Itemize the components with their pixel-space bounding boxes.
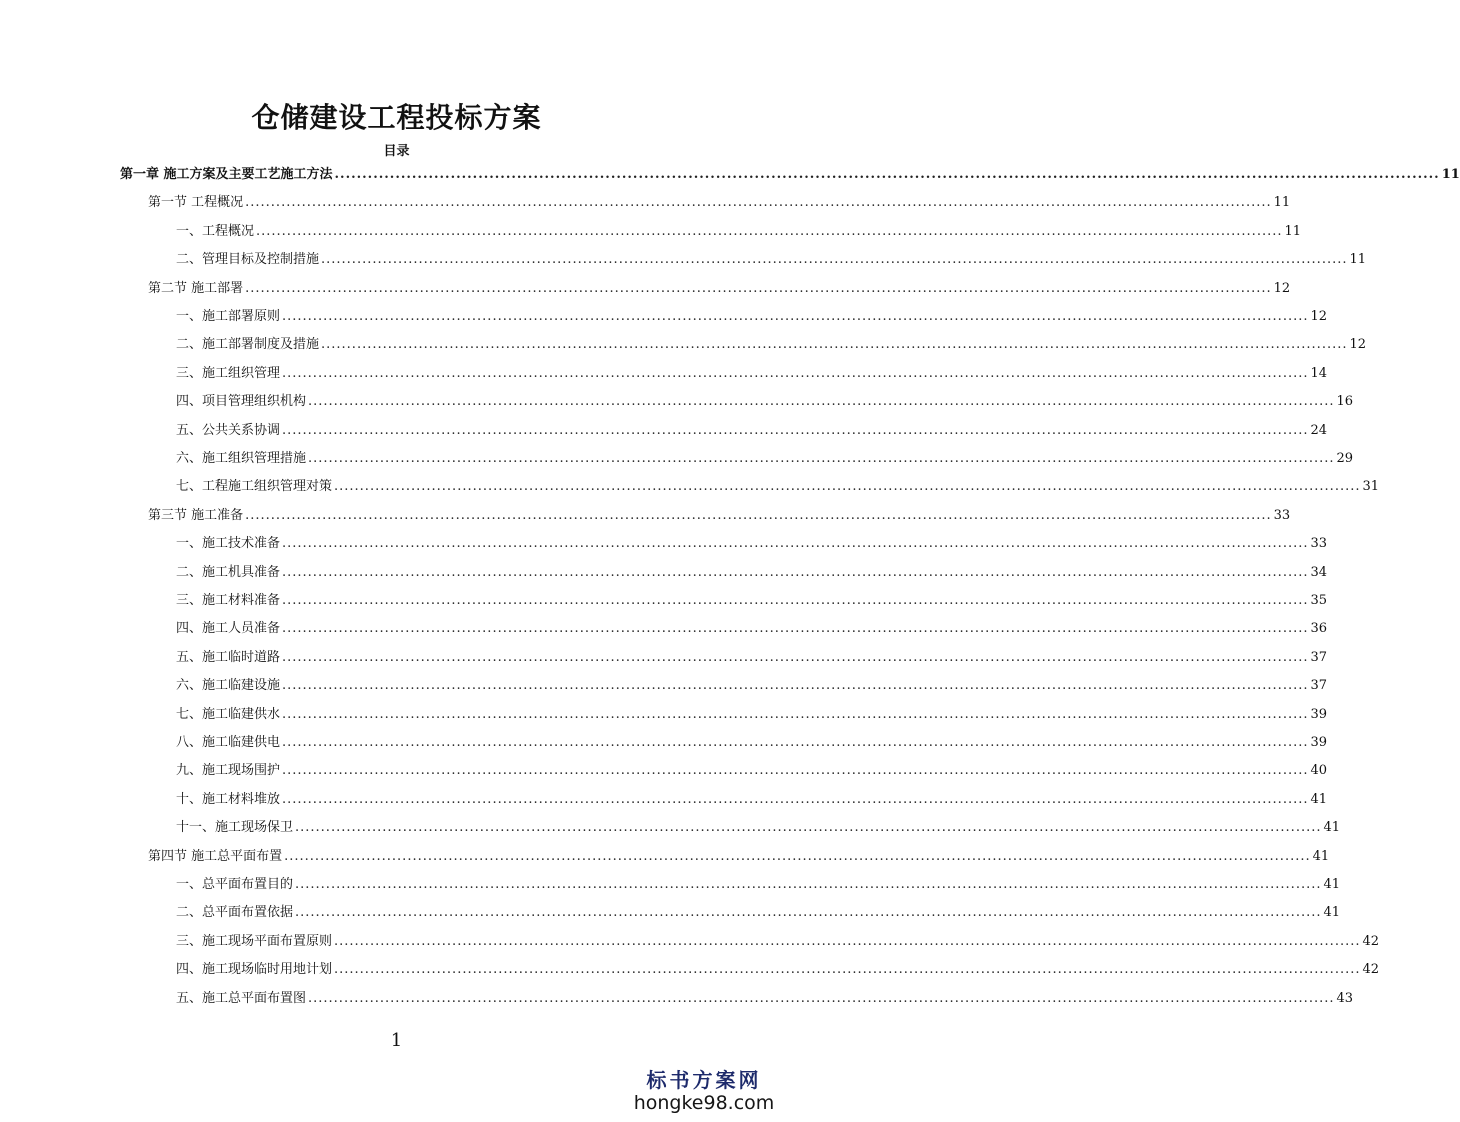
toc-entry[interactable]: [176, 392, 1354, 412]
toc-entry[interactable]: [176, 960, 1380, 980]
toc-entry[interactable]: [148, 279, 1291, 299]
document-title: 仓储建设工程投标方案: [251, 101, 542, 134]
toc-entry-label: 二、施工机具准备: [176, 564, 281, 580]
toc-leader-dots: ........................................................................................................................................................................................................: [334, 962, 1361, 978]
toc-entry-page: 41: [1310, 791, 1328, 807]
toc-entry[interactable]: [176, 705, 1328, 725]
toc-entry[interactable]: [176, 222, 1302, 242]
toc-leader-dots: ........................................................................................................................................................................................................: [282, 564, 1309, 580]
toc-entry[interactable]: [176, 534, 1328, 554]
toc-entry-label: 三、施工组织管理: [176, 365, 281, 381]
toc-entry-label: 十一、施工现场保卫: [176, 820, 294, 836]
toc-leader-dots: ........................................................................................................................................................................................................: [284, 848, 1311, 864]
toc-entry-page: 11: [1441, 167, 1460, 182]
toc-entry-page: 37: [1310, 678, 1328, 694]
toc-entry-page: 36: [1310, 621, 1328, 637]
toc-entry-label: 五、施工总平面布置图: [176, 990, 307, 1006]
watermark-url: hongke98.com: [633, 1092, 775, 1114]
toc-entry-label: 第一节 工程概况: [148, 195, 244, 211]
toc-entry[interactable]: [176, 307, 1328, 327]
toc-entry-label: 八、施工临建供电: [176, 735, 281, 750]
toc-leader-dots: ........................................................................................................................................................................................................: [245, 507, 1272, 523]
toc-entry-page: 14: [1310, 365, 1328, 381]
toc-entry-page: 41: [1323, 820, 1341, 836]
toc-entry-page: 33: [1273, 507, 1291, 523]
toc-leader-dots: ........................................................................................................................................................................................................: [282, 365, 1309, 381]
toc-entry-label: 第三节 施工准备: [148, 507, 244, 523]
toc-entry-page: 11: [1273, 195, 1291, 211]
toc-entry-page: 34: [1310, 564, 1328, 580]
toc-entry-page: 11: [1284, 223, 1302, 239]
toc-entry[interactable]: [176, 619, 1328, 639]
toc-leader-dots: ........................................................................................................................................................................................................: [334, 167, 1440, 182]
toc-entry-label: 一、总平面布置目的: [176, 877, 294, 892]
toc-entry[interactable]: [176, 591, 1328, 611]
toc-leader-dots: ........................................................................................................................................................................................................: [245, 195, 1272, 211]
toc-leader-dots: ........................................................................................................................................................................................................: [245, 280, 1272, 296]
toc-entry-label: 一、工程概况: [176, 223, 255, 239]
toc-entry-page: 39: [1310, 706, 1328, 722]
toc-leader-dots: ........................................................................................................................................................................................................: [334, 479, 1361, 495]
toc-entry-page: 37: [1310, 649, 1328, 665]
toc-leader-dots: ........................................................................................................................................................................................................: [282, 791, 1309, 807]
toc-entry[interactable]: [176, 790, 1328, 810]
toc-entry[interactable]: [176, 477, 1380, 497]
toc-entry[interactable]: [176, 364, 1328, 384]
toc-entry[interactable]: [176, 761, 1328, 781]
toc-entry-page: 12: [1273, 280, 1291, 296]
toc-entry-page: 12: [1310, 309, 1328, 324]
toc-entry-label: 四、施工现场临时用地计划: [176, 962, 333, 978]
toc-entry[interactable]: [176, 733, 1328, 753]
toc-entry[interactable]: [176, 676, 1328, 696]
toc-entry[interactable]: [176, 421, 1328, 441]
toc-entry-page: 41: [1312, 848, 1330, 864]
toc-entry-label: 二、总平面布置依据: [176, 905, 294, 921]
toc-entry[interactable]: [176, 449, 1354, 469]
toc-leader-dots: ........................................................................................................................................................................................................: [282, 422, 1309, 438]
toc-entry-page: 11: [1349, 252, 1367, 268]
toc-entry-label: 第二节 施工部署: [148, 280, 244, 296]
toc-entry-label: 六、施工临建设施: [176, 678, 281, 694]
toc-entry-label: 四、施工人员准备: [176, 621, 281, 637]
toc-entry-label: 第四节 施工总平面布置: [148, 848, 283, 864]
toc-leader-dots: ........................................................................................................................................................................................................: [308, 394, 1335, 410]
toc-leader-dots: ........................................................................................................................................................................................................: [295, 877, 1322, 892]
toc-entry-label: 六、施工组织管理措施: [176, 451, 307, 466]
toc-leader-dots: ........................................................................................................................................................................................................: [282, 536, 1309, 552]
toc-leader-dots: ........................................................................................................................................................................................................: [282, 649, 1309, 665]
toc-entry[interactable]: [176, 903, 1341, 923]
toc-entry-label: 三、施工现场平面布置原则: [176, 933, 333, 949]
toc-heading: 目录: [383, 144, 410, 159]
toc-entry-label: 四、项目管理组织机构: [176, 394, 307, 410]
toc-entry-page: 39: [1310, 735, 1328, 750]
toc-entry-label: 三、施工材料准备: [176, 593, 281, 608]
toc-entry[interactable]: [176, 932, 1380, 952]
toc-leader-dots: ........................................................................................................................................................................................................: [321, 252, 1348, 268]
toc-entry-page: 40: [1310, 763, 1328, 779]
toc-leader-dots: ........................................................................................................................................................................................................: [282, 678, 1309, 694]
toc-entry-label: 九、施工现场围护: [176, 763, 281, 779]
toc-leader-dots: ........................................................................................................................................................................................................: [282, 763, 1309, 779]
toc-entry-page: 41: [1323, 905, 1341, 921]
toc-entry-label: 二、施工部署制度及措施: [176, 337, 320, 353]
toc-entry[interactable]: [176, 818, 1341, 838]
toc-entry-label: 二、管理目标及控制措施: [176, 252, 320, 268]
toc-entry-label: 十、施工材料堆放: [176, 791, 281, 807]
toc-entry-label: 一、施工技术准备: [176, 536, 281, 552]
toc-entry-page: 31: [1362, 479, 1380, 495]
toc-leader-dots: ........................................................................................................................................................................................................: [282, 706, 1309, 722]
site-watermark: [629, 1068, 779, 1114]
toc-entry-page: 12: [1349, 337, 1367, 353]
toc-leader-dots: ........................................................................................................................................................................................................: [321, 337, 1348, 353]
toc-entry[interactable]: [176, 875, 1341, 895]
toc-entry-label: 五、施工临时道路: [176, 649, 281, 665]
toc-leader-dots: ........................................................................................................................................................................................................: [256, 223, 1283, 239]
toc-leader-dots: ........................................................................................................................................................................................................: [282, 309, 1309, 324]
toc-leader-dots: ........................................................................................................................................................................................................: [295, 905, 1322, 921]
toc-entry-page: 41: [1323, 877, 1341, 892]
toc-entry[interactable]: [148, 506, 1291, 526]
toc-entry-page: 43: [1336, 990, 1354, 1006]
toc-entry-page: 42: [1362, 962, 1380, 978]
toc-entry[interactable]: [120, 165, 1460, 185]
toc-entry-page: 33: [1310, 536, 1328, 552]
toc-leader-dots: ........................................................................................................................................................................................................: [295, 820, 1322, 836]
toc-entry-page: 42: [1362, 933, 1380, 949]
toc-entry[interactable]: [148, 847, 1330, 867]
toc-leader-dots: ........................................................................................................................................................................................................: [308, 451, 1335, 466]
toc-entry-label: 五、公共关系协调: [176, 422, 281, 438]
toc-entry[interactable]: [148, 193, 1291, 213]
toc-entry[interactable]: [176, 250, 1367, 270]
toc-entry[interactable]: [176, 563, 1328, 583]
toc-entry[interactable]: [176, 648, 1328, 668]
toc-entry-label: 七、工程施工组织管理对策: [176, 479, 333, 495]
page-number: 1: [390, 1030, 403, 1051]
toc-leader-dots: ........................................................................................................................................................................................................: [282, 593, 1309, 608]
toc-entry[interactable]: [176, 989, 1354, 1009]
toc-entry-label: 一、施工部署原则: [176, 309, 281, 324]
toc-entry-page: 24: [1310, 422, 1328, 438]
toc-entry-page: 29: [1336, 451, 1354, 466]
toc-entry-page: 16: [1336, 394, 1354, 410]
toc-entry-page: 35: [1310, 593, 1328, 608]
toc-leader-dots: ........................................................................................................................................................................................................: [282, 621, 1309, 637]
toc-entry-label: 第一章 施工方案及主要工艺施工方法: [120, 167, 333, 182]
watermark-name: 标书方案网: [646, 1068, 762, 1092]
toc-entry-label: 七、施工临建供水: [176, 706, 281, 722]
toc-entry[interactable]: [176, 335, 1367, 355]
toc-leader-dots: ........................................................................................................................................................................................................: [308, 990, 1335, 1006]
toc-leader-dots: ........................................................................................................................................................................................................: [334, 933, 1361, 949]
toc-leader-dots: ........................................................................................................................................................................................................: [282, 735, 1309, 750]
